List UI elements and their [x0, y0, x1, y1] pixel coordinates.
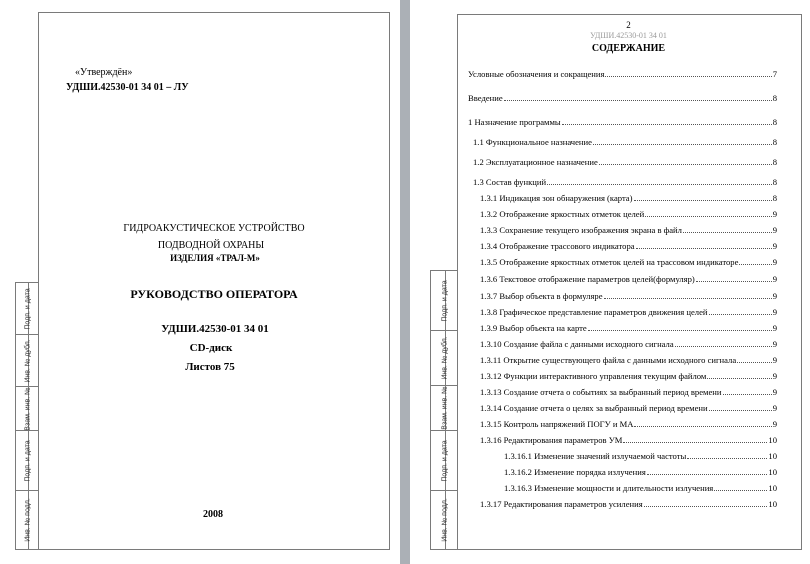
toc-entry-label: 1.2 Эксплуатационное назначение — [473, 157, 598, 167]
toc-entry-page: 9 — [772, 403, 777, 413]
toc-entry-label: 1.3.16 Редактирования параметров УМ — [480, 435, 623, 445]
year: 2008 — [203, 509, 223, 520]
toc-entry-label: 1.3.12 Функции интерактивного управления текущим файлом — [480, 371, 707, 381]
toc-entry — [504, 467, 777, 477]
product-title-line3: ИЗДЕЛИЯ «ТРАЛ-М» — [170, 253, 260, 263]
toc-entry-page: 9 — [772, 371, 777, 381]
stamp-cell: Инв. № дубл. — [431, 331, 458, 386]
toc-entry-page: 9 — [772, 274, 777, 284]
toc-leader-dots — [645, 216, 771, 217]
page-number: 2 — [626, 20, 631, 30]
toc-entry-label: 1.1 Функциональное назначение — [473, 137, 592, 147]
toc-entry — [480, 403, 777, 413]
toc-entry-label: 1.3.6 Текстовое отображение параметров целей(формуляр) — [480, 274, 695, 284]
margin-stamp — [430, 270, 458, 550]
toc-leader-dots — [696, 281, 772, 282]
title-page — [0, 0, 400, 564]
stamp-cell: Инв. № подл. — [24, 498, 31, 542]
toc-entry-page: 10 — [768, 499, 777, 509]
media-type: CD-диск — [189, 342, 233, 354]
toc-entry — [480, 274, 777, 284]
toc-entry-page: 10 — [768, 467, 777, 477]
toc-leader-dots — [675, 346, 772, 347]
toc-leader-dots — [588, 330, 772, 331]
toc-leader-dots — [723, 394, 772, 395]
toc-entry-page: 8 — [772, 137, 777, 147]
toc-entry-page: 10 — [768, 435, 777, 445]
toc-entry-page: 9 — [772, 339, 777, 349]
toc-leader-dots — [707, 378, 771, 379]
toc-entry — [468, 93, 777, 103]
product-title-line2: ПОДВОДНОЙ ОХРАНЫ — [157, 240, 265, 251]
toc-entry — [473, 157, 777, 167]
toc-leader-dots — [714, 490, 767, 491]
approval-doc-code: УДШИ.42530-01 34 01 – ЛУ — [66, 82, 189, 93]
toc-entry-page: 9 — [772, 225, 777, 235]
toc-leader-dots — [547, 184, 772, 185]
toc-entry — [473, 177, 777, 187]
toc-entry-page: 10 — [768, 483, 777, 493]
toc-entry — [480, 209, 777, 219]
toc-leader-dots — [739, 264, 771, 265]
toc-entry-page: 9 — [772, 241, 777, 251]
toc-entry — [473, 137, 777, 147]
toc-entry-label: 1.3.15 Контроль напряжений ПОГУ и МА — [480, 419, 634, 429]
stamp-cell: Взам. инв. № — [16, 387, 39, 431]
toc-entry-label: 1.3 Состав функций — [473, 177, 547, 187]
contents-page — [410, 0, 810, 564]
toc-leader-dots — [683, 232, 772, 233]
product-title-line1: ГИДРОАКУСТИЧЕСКОЕ УСТРОЙСТВО — [123, 223, 305, 234]
toc-entry-page: 8 — [772, 193, 777, 203]
toc-entry — [480, 499, 777, 509]
toc-leader-dots — [709, 410, 772, 411]
toc-entry-page: 8 — [772, 157, 777, 167]
toc-entry — [480, 307, 777, 317]
toc-entry-label: 1.3.16.1 Изменение значений излучаемой частоты — [504, 451, 687, 461]
toc-entry-page: 8 — [772, 93, 777, 103]
toc-entry — [480, 371, 777, 381]
toc-entry-label: Введение — [468, 93, 503, 103]
stamp-cell: Инв. № дубл. — [16, 335, 39, 387]
toc-leader-dots — [604, 298, 772, 299]
toc-entry — [480, 419, 777, 429]
toc-entry-label: 1.3.13 Создание отчета о событиях за выбранный период времени — [480, 387, 722, 397]
stamp-cell: Подп. и дата — [431, 431, 458, 491]
toc-entry — [468, 117, 777, 127]
toc-leader-dots — [634, 200, 772, 201]
toc-leader-dots — [605, 76, 771, 77]
toc-entry-label: 1.3.4 Отображение трассового индикатора — [480, 241, 635, 251]
toc-entry-label: 1.3.7 Выбор объекта в формуляре — [480, 291, 603, 301]
stamp-cell: Подп. и дата — [16, 431, 39, 491]
toc-entry-label: 1.3.17 Редактирования параметров усиления — [480, 499, 643, 509]
toc-entry-label: 1.3.16.2 Изменение порядка излучения — [504, 467, 646, 477]
toc-entry-page: 9 — [772, 323, 777, 333]
toc-entry-label: 1.3.8 Графическое представление параметров движения целей — [480, 307, 708, 317]
toc-entry-page: 9 — [772, 307, 777, 317]
approval-note: «Утверждён» — [75, 67, 133, 78]
toc-entry-page: 9 — [772, 291, 777, 301]
toc-entry-label: 1.3.11 Открытие существующего файла с данными исходного сигнала — [480, 355, 737, 365]
sheet-count: Листов 75 — [185, 361, 235, 373]
toc-leader-dots — [709, 314, 772, 315]
stamp-cell: Инв. № подл. — [441, 498, 448, 542]
toc-entry-page: 9 — [772, 419, 777, 429]
toc-entry-page: 8 — [772, 177, 777, 187]
toc-leader-dots — [687, 458, 767, 459]
toc-leader-dots — [562, 124, 772, 125]
toc-entry — [480, 355, 777, 365]
toc-entry-label: 1.3.16.3 Изменение мощности и длительности излучения — [504, 483, 714, 493]
toc-entry — [480, 241, 777, 251]
toc-entry-label: 1.3.1 Индикация зон обнаружения (карта) — [480, 193, 633, 203]
toc-entry-label: 1.3.9 Выбор объекта на карте — [480, 323, 587, 333]
toc-entry-label: 1.3.10 Создание файла с данными исходного сигнала — [480, 339, 674, 349]
toc-entry-page: 9 — [772, 209, 777, 219]
toc-entry-label: 1.3.2 Отображение яркостных отметок целей — [480, 209, 645, 219]
toc-entry — [480, 435, 777, 445]
toc-entry — [480, 323, 777, 333]
toc-entry — [504, 451, 777, 461]
toc-entry-label: 1.3.3 Сохранение текущего изображения экрана в файл — [480, 225, 682, 235]
header-doc-code: УДШИ.42530-01 34 01 — [590, 31, 667, 40]
toc-entry-page: 8 — [772, 117, 777, 127]
toc-entry — [480, 257, 777, 267]
toc-entry-page: 10 — [768, 451, 777, 461]
toc-entry-label: 1.3.5 Отображение яркостных отметок целей на трассовом индикаторе — [480, 257, 739, 267]
toc-leader-dots — [647, 474, 768, 475]
toc-leader-dots — [593, 144, 772, 145]
toc-entry — [480, 225, 777, 235]
toc-entry-page: 7 — [772, 69, 777, 79]
toc-entry-label: 1.3.14 Создание отчета о целях за выбранный период времени — [480, 403, 708, 413]
toc-leader-dots — [623, 442, 767, 443]
toc-entry-page: 9 — [772, 355, 777, 365]
toc-entry-label: Условные обозначения и сокращения — [468, 69, 605, 79]
toc-leader-dots — [644, 506, 768, 507]
stamp-cell: Подп. и дата — [16, 283, 39, 335]
toc-entry — [480, 339, 777, 349]
toc-entry — [480, 387, 777, 397]
toc-entry — [504, 483, 777, 493]
toc-leader-dots — [636, 248, 772, 249]
toc-entry-page: 9 — [772, 387, 777, 397]
stamp-cell: Подп. и дата — [431, 271, 458, 331]
toc-leader-dots — [634, 426, 771, 427]
toc-entry — [480, 193, 777, 203]
stamp-cell: Взам. инв. № — [431, 386, 458, 431]
toc-entry — [468, 69, 777, 79]
toc-entry-page: 9 — [772, 257, 777, 267]
document-code: УДШИ.42530-01 34 01 — [161, 323, 269, 335]
toc-leader-dots — [737, 362, 772, 363]
toc-leader-dots — [504, 100, 772, 101]
toc-entry-label: 1 Назначение программы — [468, 117, 561, 127]
toc-entry — [480, 291, 777, 301]
contents-heading: СОДЕРЖАНИЕ — [591, 43, 666, 54]
document-type: РУКОВОДСТВО ОПЕРАТОРА — [130, 287, 298, 301]
toc-leader-dots — [599, 164, 772, 165]
